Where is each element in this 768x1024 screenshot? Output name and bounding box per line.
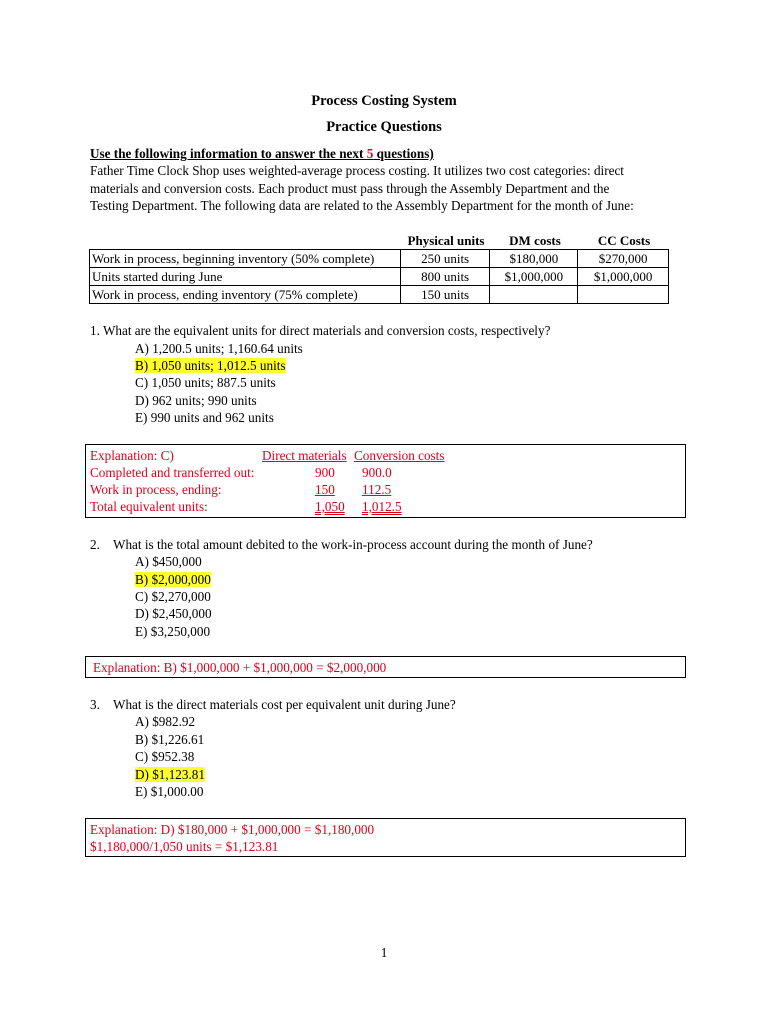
table-cell	[578, 286, 669, 304]
table-cell: Units started during June	[90, 268, 401, 286]
table-header-dm-costs: DM costs	[509, 233, 561, 248]
table-header-physical-units: Physical units	[407, 233, 485, 248]
question-2-number: 2.	[90, 537, 100, 552]
table-cell: 250 units	[400, 250, 490, 268]
intro-heading-pre: Use the following information to answer the next	[90, 146, 367, 161]
intro-line-3: Testing Department. The following data are related to the Assembly Department for the month of June:	[90, 198, 634, 213]
table-cell: Work in process, beginning inventory (50% complete)	[90, 250, 401, 268]
q1-option-d: D) 962 units; 990 units	[135, 393, 257, 408]
question-3-number: 3.	[90, 697, 100, 712]
intro-line-1: Father Time Clock Shop uses weighted-average process costing. It utilizes two cost categories: direct	[90, 163, 624, 178]
question-2: What is the total amount debited to the work-in-process account during the month of June?	[113, 537, 593, 552]
q1-option-e: E) 990 units and 962 units	[135, 410, 274, 425]
q1-option-b	[135, 357, 286, 374]
table-cell: $180,000	[490, 250, 578, 268]
table-row	[90, 286, 669, 304]
q1-explanation-row-cc: 900.0	[362, 465, 392, 480]
q2-explanation-box	[85, 656, 686, 678]
q3-option-a: A) $982.92	[135, 714, 196, 729]
data-table	[89, 249, 669, 304]
table-row	[90, 250, 669, 268]
intro-line-2: materials and conversion costs. Each product must pass through the Assembly Department and the	[90, 181, 610, 196]
q2-option-e: E) $3,250,000	[135, 624, 211, 639]
page-title: Process Costing System	[311, 93, 457, 109]
q3-option-c: C) $952.38	[135, 749, 195, 764]
q3-explanation-box	[85, 818, 686, 857]
q1-explanation-label: Explanation: C)	[90, 448, 174, 463]
q1-option-a: A) 1,200.5 units; 1,160.64 units	[135, 341, 303, 356]
page-subtitle: Practice Questions	[326, 119, 442, 135]
q1-explanation-row-label: Total equivalent units:	[90, 499, 208, 514]
q2-option-b-text: B) $2,000,000	[135, 572, 211, 587]
intro-heading-number: 5	[366, 146, 374, 161]
table-header-cc-costs: CC Costs	[597, 233, 651, 248]
table-cell: $1,000,000	[578, 268, 669, 286]
q3-option-e: E) $1,000.00	[135, 784, 204, 799]
q2-option-d: D) $2,450,000	[135, 606, 212, 621]
question-3: What is the direct materials cost per equivalent unit during June?	[113, 697, 456, 712]
q3-explanation-line-1: Explanation: D) $180,000 + $1,000,000 = $1,180,000	[90, 822, 375, 837]
table-cell: Work in process, ending inventory (75% complete)	[90, 286, 401, 304]
q2-explanation: Explanation: B) $1,000,000 + $1,000,000 = $2,000,000	[93, 660, 387, 675]
q1-option-b-text: B) 1,050 units; 1,012.5 units	[135, 358, 286, 373]
intro-heading	[90, 145, 434, 162]
q1-explanation-row-cc: 1,012.5	[362, 499, 402, 514]
q1-explanation-row-label: Work in process, ending:	[90, 482, 222, 497]
table-cell: 150 units	[400, 286, 490, 304]
q3-option-d	[135, 766, 205, 783]
intro-heading-post: questions)	[373, 146, 434, 161]
q3-option-d-text: D) $1,123.81	[135, 767, 205, 782]
q2-option-c: C) $2,270,000	[135, 589, 211, 604]
q1-explanation-box	[85, 444, 686, 518]
q2-option-b	[135, 571, 211, 588]
table-cell: $270,000	[578, 250, 669, 268]
table-cell: $1,000,000	[490, 268, 578, 286]
q1-explanation-col-cc: Conversion costs	[354, 448, 445, 463]
q3-explanation-line-2: $1,180,000/1,050 units = $1,123.81	[90, 839, 279, 854]
q1-explanation-row-label: Completed and transferred out:	[90, 465, 255, 480]
q3-option-b: B) $1,226.61	[135, 732, 205, 747]
table-cell: 800 units	[400, 268, 490, 286]
q2-option-a: A) $450,000	[135, 554, 202, 569]
table-row	[90, 268, 669, 286]
q1-explanation-row-dm: 150	[315, 482, 335, 497]
q1-explanation-row-dm: 1,050	[315, 499, 345, 514]
table-cell	[490, 286, 578, 304]
q1-option-c: C) 1,050 units; 887.5 units	[135, 375, 276, 390]
page-number: 1	[380, 945, 388, 960]
q1-explanation-col-dm: Direct materials	[262, 448, 347, 463]
q1-explanation-row-cc: 112.5	[362, 482, 392, 497]
q1-explanation-row-dm: 900	[315, 465, 335, 480]
question-1: 1. What are the equivalent units for direct materials and conversion costs, respectively?	[90, 323, 551, 338]
